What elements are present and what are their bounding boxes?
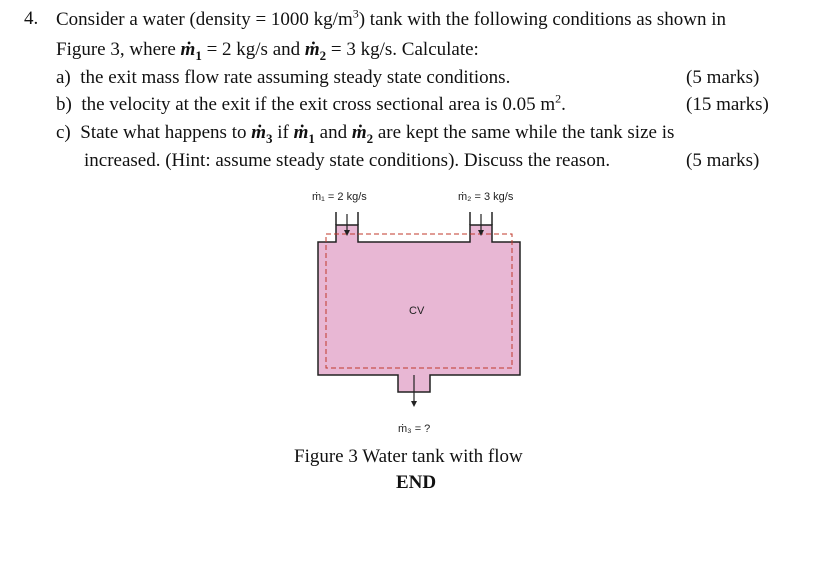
part-c-text-c: and	[314, 122, 352, 143]
m3-symbol: ṁ	[251, 122, 267, 143]
part-c-text-b: if	[272, 122, 294, 143]
part-c-text-a: State what happens to	[80, 122, 252, 143]
part-c-marks: (5 marks)	[686, 150, 760, 171]
m2-subscript: 2	[319, 47, 327, 63]
part-a-marks: (5 marks)	[686, 67, 760, 88]
part-b-text: the velocity at the exit if the exit cross sectional area is 0.05 m	[81, 94, 556, 115]
figure-caption: Figure 3 Water tank with flow	[294, 446, 523, 467]
m1-flow-label: ṁ₁ = 2 kg/s	[312, 191, 367, 203]
m2-flow-label: ṁ₂ = 3 kg/s	[458, 191, 514, 203]
question-text-2c: = 3 kg/s. Calculate:	[326, 39, 479, 60]
m1-subscript: 1	[195, 47, 202, 63]
part-c-label: c)	[56, 122, 71, 143]
part-b-label: b)	[56, 94, 72, 115]
question-number: 4.	[24, 8, 39, 29]
outlet-arrowhead	[411, 401, 417, 407]
m1-symbol-c: ṁ	[293, 122, 309, 143]
m3-subscript: 3	[266, 130, 273, 146]
question-text-2b: = 2 kg/s and	[201, 39, 305, 60]
part-b-end: .	[561, 94, 566, 115]
squared-superscript: 2	[555, 91, 562, 106]
cubed-superscript: 3	[352, 6, 359, 21]
part-c-text-d: are kept the same while the tank size is	[373, 122, 675, 143]
end-marker: END	[396, 472, 437, 493]
m1-symbol: ṁ	[180, 39, 196, 60]
m2-symbol: ṁ	[304, 39, 320, 60]
question-text-1-end: ) tank with the following conditions as shown in	[358, 9, 727, 30]
m2-subscript-c: 2	[366, 130, 374, 146]
question-text-1: Consider a water (density = 1000 kg/m	[56, 9, 353, 30]
part-c-line-2: increased. (Hint: assume steady state conditions). Discuss the reason.	[84, 150, 611, 171]
part-b-marks: (15 marks)	[686, 94, 769, 115]
part-a-label: a)	[56, 67, 71, 88]
m2-symbol-c: ṁ	[351, 122, 367, 143]
part-a-text: the exit mass flow rate assuming steady state conditions.	[80, 67, 511, 88]
question-text-2a: Figure 3, where	[56, 39, 181, 60]
m3-flow-label: ṁ₃ = ?	[398, 423, 431, 435]
m1-subscript-c: 1	[308, 130, 315, 146]
cv-label: CV	[409, 305, 425, 317]
